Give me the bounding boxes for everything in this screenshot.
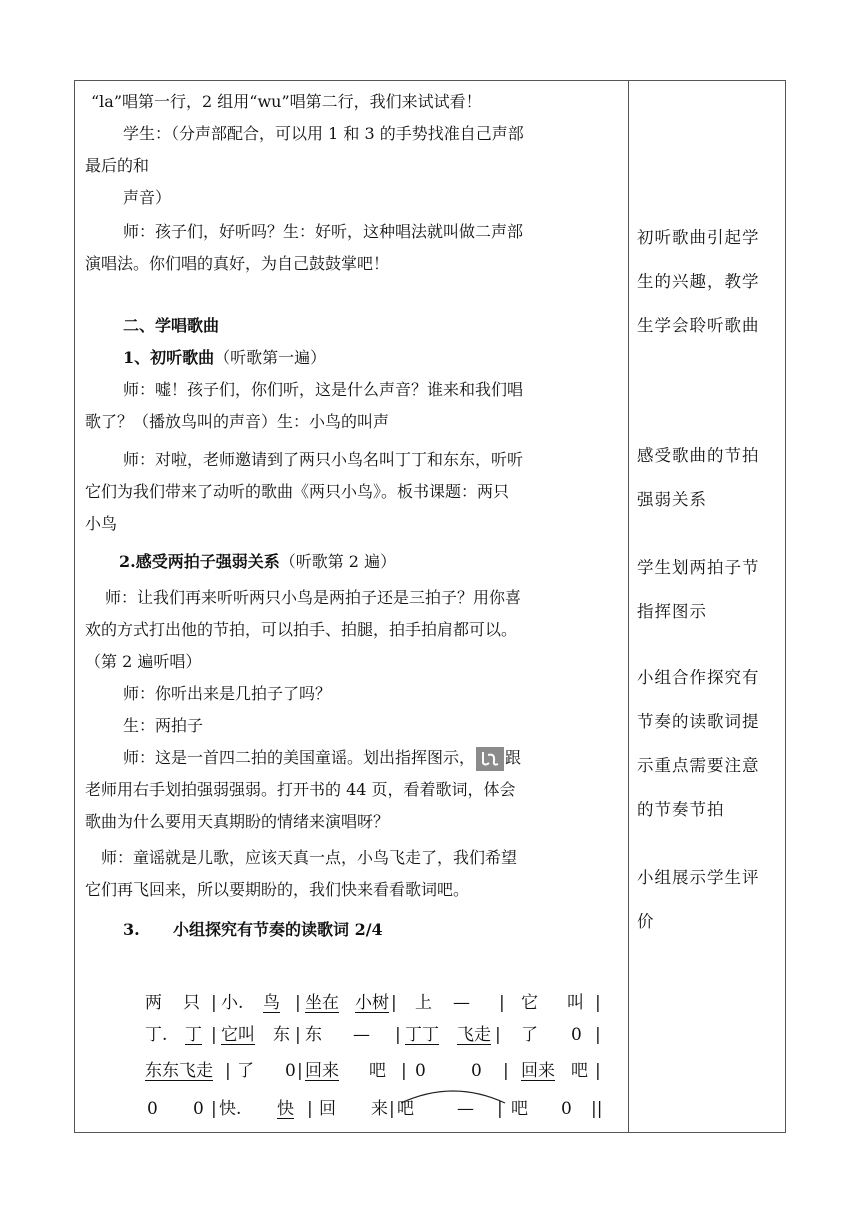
- side-note-line: 生的兴趣，教学: [637, 272, 760, 291]
- side-note-line: 价: [637, 912, 655, 931]
- rhythm-row-1: [85, 988, 623, 1018]
- rhythm-row-4: [85, 1094, 623, 1124]
- text-line: 歌曲为什么要用天真期盼的情绪来演唱呀？: [85, 812, 390, 831]
- score-token: 它叫: [221, 1025, 255, 1045]
- side-note-line: 节奏的读歌词提: [637, 712, 760, 731]
- side-note-line: 初听歌曲引起学: [637, 228, 760, 247]
- score-token: 东: [273, 1025, 290, 1045]
- barline: |: [495, 1025, 501, 1045]
- score-token: 只: [183, 993, 200, 1013]
- score-token: 0: [147, 1099, 158, 1119]
- design-intent-cell: [637, 81, 782, 1132]
- score-token: 0: [571, 1025, 582, 1045]
- text-segment: 师：这是一首四二拍的美国童谣。划出指挥图示，: [123, 748, 476, 767]
- score-token: 小.: [221, 993, 244, 1013]
- score-token: —: [353, 1025, 370, 1045]
- conducting-pattern-icon: [476, 747, 504, 771]
- section-heading: 二、学唱歌曲: [123, 316, 220, 335]
- side-note-line: 的节奏节拍: [637, 800, 725, 819]
- text-line: 它们为我们带来了动听的歌曲《两只小鸟》。板书课题：两只: [85, 482, 510, 501]
- side-note-line: 小组展示学生评: [637, 868, 760, 887]
- barline: |: [295, 993, 301, 1013]
- text-line: 师：孩子们，好听吗？生：好听，这种唱法就叫做二声部: [123, 222, 524, 241]
- score-token: 0: [471, 1061, 482, 1081]
- barline: |: [211, 993, 217, 1013]
- score-token: 快.: [219, 1099, 242, 1119]
- score-token: 吧: [511, 1099, 528, 1119]
- lesson-table: [74, 80, 786, 1133]
- barline: |: [595, 993, 601, 1013]
- barline: |: [389, 1099, 395, 1119]
- score-token: 东东飞走: [145, 1061, 213, 1081]
- barline: |: [499, 993, 505, 1013]
- text-line: 师：你听出来是几拍子了吗？: [123, 684, 332, 703]
- subheading-line: [123, 343, 326, 373]
- score-token: 吧: [369, 1061, 386, 1081]
- score-token: 两: [145, 993, 162, 1013]
- score-token: 坐在: [305, 993, 339, 1013]
- barline: |: [595, 1025, 601, 1045]
- text-line: 它们再飞回来，所以要期盼的，我们快来看看歌词吧。: [85, 880, 470, 899]
- barline: |: [295, 1025, 301, 1045]
- text-line: 歌了？（播放鸟叫的声音）生：小鸟的叫声: [85, 412, 390, 431]
- section-number: 3.: [123, 920, 140, 939]
- barline: |: [211, 1099, 217, 1119]
- score-token: 鸟: [263, 993, 280, 1013]
- text-segment: 跟: [505, 748, 522, 767]
- side-note-line: 生学会聆听歌曲: [637, 316, 760, 335]
- text-line: 最后的和: [85, 156, 150, 175]
- score-token: 吧: [571, 1061, 588, 1081]
- side-note-line: 小组合作探究有: [637, 668, 760, 687]
- side-note-line: 学生划两拍子节: [637, 558, 760, 577]
- column-divider: [628, 81, 629, 1132]
- side-note-line: 感受歌曲的节拍: [637, 446, 760, 465]
- text-line: 小鸟: [85, 514, 118, 533]
- text-line: 欢的方式打出他的节拍，可以拍手、拍腿，拍手拍肩都可以。: [85, 620, 518, 639]
- rhythm-row-2: [85, 1020, 623, 1050]
- barline: |: [503, 1061, 509, 1081]
- double-barline: ||: [591, 1099, 603, 1119]
- score-token: 叫: [567, 993, 584, 1013]
- section-title: 小组探究有节奏的读歌词 2/4: [173, 920, 383, 939]
- text-line: 师：对啦，老师邀请到了两只小鸟名叫丁丁和东东，听听: [123, 450, 524, 469]
- barline: |: [595, 1061, 601, 1081]
- score-token: 了: [237, 1061, 254, 1081]
- text-line: 师：童谣就是儿歌，应该天真一点，小鸟飞走了，我们希望: [101, 848, 518, 867]
- score-token: 丁.: [145, 1025, 168, 1045]
- text-line: 师：嘘！孩子们，你们听，这是什么声音？谁来和我们唱: [123, 380, 524, 399]
- text-line-with-icon: [123, 743, 521, 773]
- text-line: 演唱法。你们唱的真好，为自己鼓鼓掌吧！: [85, 254, 390, 273]
- score-token: 回: [319, 1099, 336, 1119]
- barline: |: [297, 1061, 303, 1081]
- side-note-line: 示重点需要注意: [637, 756, 760, 775]
- score-token: 0: [561, 1099, 572, 1119]
- score-token: 丁丁: [405, 1025, 439, 1045]
- side-note-line: 强弱关系: [637, 490, 707, 509]
- barline: |: [401, 1061, 407, 1081]
- barline: |: [395, 1025, 401, 1045]
- barline: |: [307, 1099, 313, 1119]
- score-token: 飞走: [457, 1025, 491, 1045]
- score-token: 它: [521, 993, 538, 1013]
- barline: |: [211, 1025, 217, 1045]
- barline: |: [225, 1061, 231, 1081]
- subheading: 1、初听歌曲: [123, 348, 215, 367]
- score-token: 来: [371, 1099, 388, 1119]
- text-line: “la”唱第一行，2 组用“wu”唱第二行，我们来试试看！: [91, 92, 482, 111]
- barline: |: [391, 993, 397, 1013]
- subheading-note: （听歌第一遍）: [214, 348, 327, 367]
- barline: |: [497, 1099, 503, 1119]
- subheading-note: （听歌第 2 遍）: [279, 552, 397, 571]
- score-token: 小树: [355, 993, 389, 1013]
- text-line: 生：两拍子: [123, 716, 204, 735]
- text-line: 老师用右手划拍强弱强弱。打开书的 44 页，看着歌词，体会: [85, 780, 516, 799]
- score-token: 回来: [521, 1061, 555, 1081]
- score-token: 上: [415, 993, 432, 1013]
- score-token: 快: [277, 1099, 294, 1119]
- score-token: 回来: [305, 1061, 339, 1081]
- score-token: 0: [193, 1099, 204, 1119]
- score-token: 0: [415, 1061, 426, 1081]
- score-token: 0: [285, 1061, 296, 1081]
- text-line: 学生：（分声部配合，可以用 1 和 3 的手势找准自己声部: [123, 124, 524, 143]
- text-line: 声音）: [123, 188, 172, 207]
- teaching-process-cell: [85, 81, 623, 1132]
- score-token: 东: [305, 1025, 322, 1045]
- text-line: （第 2 遍听唱）: [85, 652, 202, 671]
- subheading: 2.感受两拍子强弱关系: [119, 552, 280, 571]
- score-token: 丁: [185, 1025, 202, 1045]
- score-token: 吧: [397, 1099, 414, 1119]
- subheading-line: [119, 547, 396, 577]
- score-token: 了: [521, 1025, 538, 1045]
- side-note-line: 指挥图示: [637, 602, 707, 621]
- text-line: 师：让我们再来听听两只小鸟是两拍子还是三拍子？用你喜: [105, 588, 522, 607]
- score-token: —: [453, 993, 470, 1013]
- score-token: —: [457, 1099, 474, 1119]
- rhythm-row-3: [85, 1056, 623, 1086]
